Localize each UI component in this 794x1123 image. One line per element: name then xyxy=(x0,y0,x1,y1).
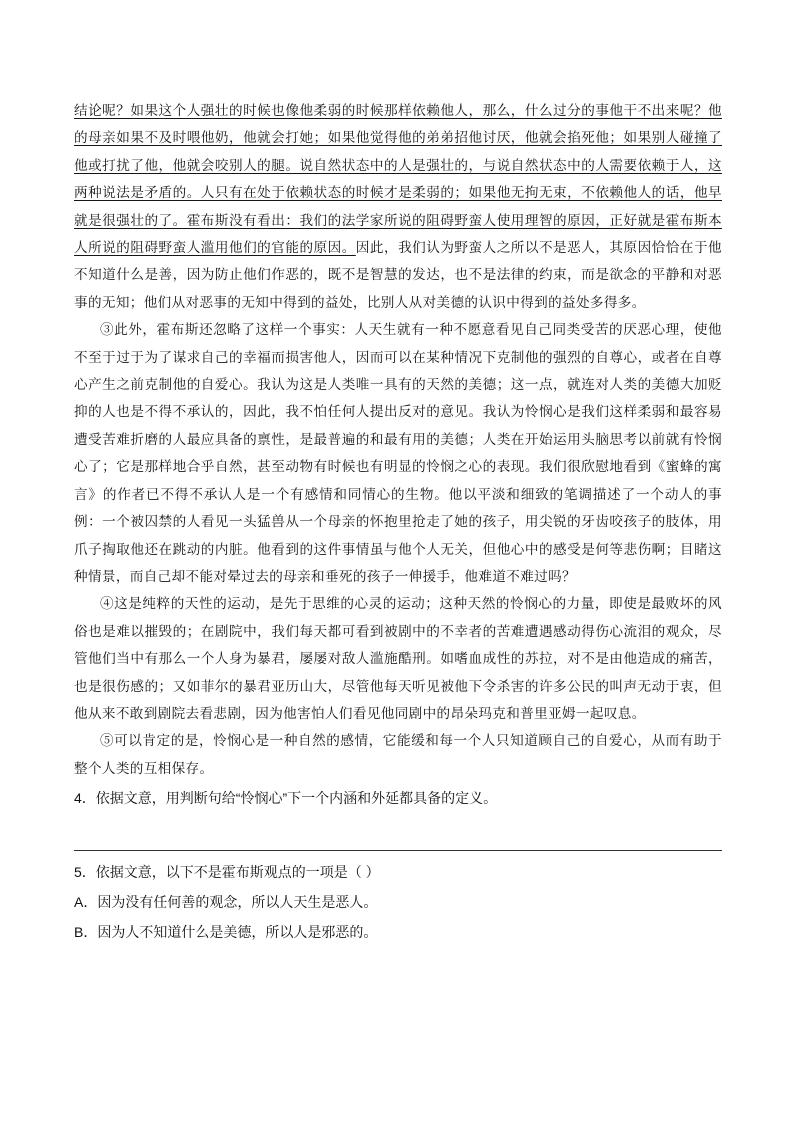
passage-paragraph-4: ④这是纯粹的天性的运动，是先于思维的心灵的运动；这种天然的怜悯心的力量，即使是最败坏的风俗也是难以摧毁的；在剧院中，我们每天都可看到被剧中的不幸者的苦难遭遇感动得伤心流泪的观众，尽管他们当中有那么一个人身为暴君，屡屡对敌人滥施酷刑。如嗜血成性的苏拉，对不是由他造成的痛苦，也是很伤感的；又如菲尔的暴君亚历山大，尽管他每天听见被他下令杀害的许多公民的叫声无动于衷，但他从来不敢到剧院去看悲剧，因为他害怕人们看见他同剧中的昂朵玛克和普里亚姆一起叹息。 xyxy=(74,596,722,722)
passage-paragraph-continued xyxy=(74,98,722,317)
option-a[interactable]: A．因为没有任何善的观念，所以人天生是恶人。 xyxy=(74,894,378,911)
passage-paragraph-5: ⑤可以肯定的是，怜悯心是一种自然的感情，它能缓和每一个人只知道顾自己的自爱心，从而有助于整个人类的互相保存。 xyxy=(74,733,722,777)
plain-text: 因此，我们认为野蛮人之所以不是恶人，其原因恰恰在于他不知道什么是善，因为防止他们作恶的，既不是智慧的发达，也不是法律的约束，而是欲念的平静和对恶事的无知；他们从对恶事的无知中得到的益处，比别人从对美德的认识中得到的益处多得多。 xyxy=(74,240,722,311)
passage-paragraph-3: ③此外，霍布斯还忽略了这样一个事实：人天生就有一种不愿意看见自己同类受苦的厌恶心理，使他不至于过于为了谋求自己的幸福而损害他人，因而可以在某种情况下克制他的强烈的自尊心，或者在自尊心产生之前克制他的自爱心。我认为这是人类唯一具有的天然的美德；这一点，就连对人类的美德大加贬抑的人也是不得不承认的，因此，我不怕任何人提出反对的意见。我认为怜悯心是我们这样柔弱和最容易遭受苦难折磨的人最应具备的禀性，是最普遍的和最有用的美德；人类在开始运用头脑思考以前就有怜悯心了；它是那样地合乎自然，甚至动物有时候也有明显的怜悯之心的表现。我们很欣慰地看到《蜜蜂的寓言》的作者已不得不承认人是一个有感情和同情心的生物。他以平淡和细致的笔调描述了一个动人的事例：一个被囚禁的人看见一头猛兽从一个母亲的怀抱里抢走了她的孩子，用尖锐的牙齿咬孩子的肢体，用爪子掏取他还在跳动的内脏。他看到的这件事情虽与他个人无关，但他心中的感受是何等悲伤啊；目睹这种情景，而自己却不能对晕过去的母亲和垂死的孩子一伸援手，他难道不难过吗？ xyxy=(74,322,722,585)
answer-line[interactable] xyxy=(74,850,722,851)
underlined-text: 结论呢？如果这个人强壮的时候也像他柔弱的时候那样依赖他人，那么，什么过分的事他干不出来呢？他的母亲如果不及时喂他奶，他就会打她；如果他觉得他的弟弟招他讨厌，他就会掐死他；如果别人碰撞了他或打扰了他，他就会咬别人的腿。说自然状态中的人是强壮的，与说自然状态中的人需要依赖于人，这两种说法是矛盾的。人只有在处于依赖状态的时候才是柔弱的；如果他无拘无束，不依赖他人的话，他早就是很强壮的了。霍布斯没有看出：我们的法学家所说的阻碍野蛮人使用理智的原因，正好就是霍布斯本人所说的阻碍野蛮人滥用他们的官能的原因。 xyxy=(74,103,722,257)
passage-content xyxy=(74,98,722,946)
question-4: 4．依据文意，用判断句给“怜悯心”下一个内涵和外延都具备的定义。 xyxy=(74,790,498,807)
option-b[interactable]: B．因为人不知道什么是美德，所以人是邪恶的。 xyxy=(74,924,378,941)
question-5: 5．依据文意，以下不是霍布斯观点的一项是（ ） xyxy=(74,864,380,881)
